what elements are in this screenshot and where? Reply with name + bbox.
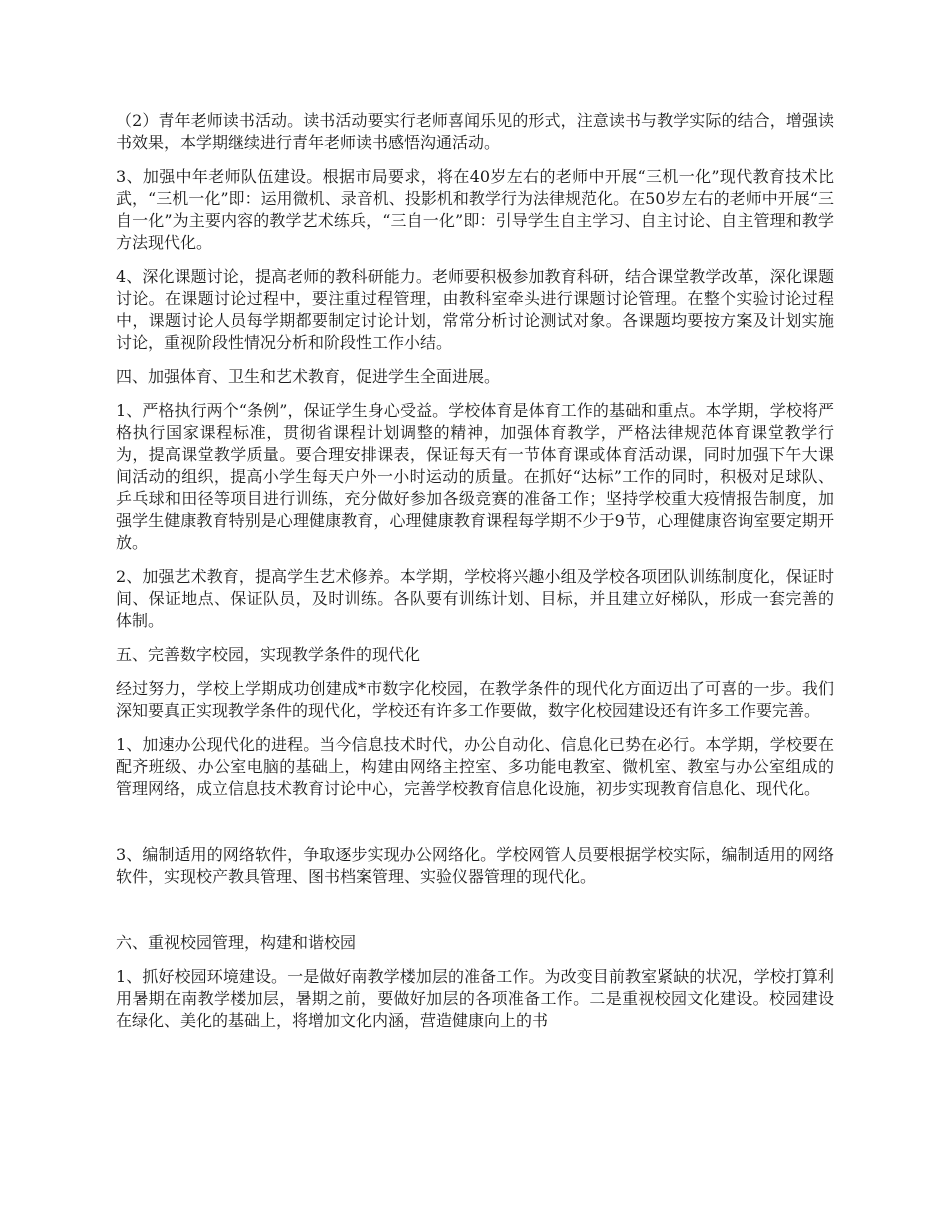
paragraph-digital-campus: 经过努力，学校上学期成功创建成*市数字化校园，在教学条件的现代化方面迈出了可喜的一步。我们深知要真正实现教学条件的现代化，学校还有许多工作要做，数字化校园建设还有许多工作要完善。 [116, 679, 834, 720]
section-heading-5: 五、完善数字校园，实现教学条件的现代化 [116, 645, 421, 664]
paragraph-office-modernization: 1、加速办公现代化的进程。当今信息技术时代，办公自动化、信息化已势在必行。本学期，学校要在配齐班级、办公室电脑的基础上，构建由网络主控室、多功能电教室、微机室、教室与办公室组成的管理网络，成立信息技术教育讨论中心，完善学校教育信息化设施，初步实现教育信息化、现代化。 [116, 735, 834, 798]
section-heading-6: 六、重视校园管理，构建和谐校园 [116, 933, 357, 952]
paragraph-network-software: 3、编制适用的网络软件，争取逐步实现办公网络化。学校网管人员要根据学校实际，编制适用的网络软件，实现校产教具管理、图书档案管理、实验仪器管理的现代化。 [116, 845, 834, 886]
paragraph-pe-regulations: 1、严格执行两个“条例”，保证学生身心受益。学校体育是体育工作的基础和重点。本学期，学校将严格执行国家课程标准，贯彻省课程计划调整的精神，加强体育教学，严格法律规范体育课堂教学行为，提高课堂教学质量。要合理安排课表，保证每天有一节体育课或体育活动课，同时加强下午大课间活动的组织，提高小学生每天户外一小时运动的质量。在抓好“达标”工作的同时，积极对足球队、乒乓球和田径等项目进行训练，充分做好参加各级竞赛的准备工作；坚持学校重大疫情报告制度，加强学生健康教育特别是心理健康教育，心理健康教育课程每学期不少于9节，心理健康咨询室要定期开放。 [116, 401, 834, 552]
paragraph-art-education: 2、加强艺术教育，提高学生艺术修养。本学期，学校将兴趣小组及学校各项团队训练制度化，保证时间、保证地点、保证队员，及时训练。各队要有训练计划、目标，并且建立好梯队，形成一套完善的体制。 [116, 567, 834, 630]
paragraph-research: 4、深化课题讨论，提高老师的教科研能力。老师要积极参加教育科研，结合课堂教学改革，深化课题讨论。在课题讨论过程中，要注重过程管理，由教科室牵头进行课题讨论管理。在整个实验讨论过程中，课题讨论人员每学期都要制定讨论计划，常常分析讨论测试对象。各课题均要按方案及计划实施讨论，重视阶段性情况分析和阶段性工作小结。 [116, 267, 834, 352]
paragraph-campus-environment: 1、抓好校园环境建设。一是做好南教学楼加层的准备工作。为改变目前教室紧缺的状况，学校打算利用暑期在南教学楼加层，暑期之前，要做好加层的各项准备工作。二是重视校园文化建设。校园建设在绿化、美化的基础上，将增加文化内涵，营造健康向上的书 [116, 967, 834, 1030]
paragraph-reading-activity: （2）青年老师读书活动。读书活动要实行老师喜闻乐见的形式，注意读书与教学实际的结合，增强读书效果，本学期继续进行青年老师读书感悟沟通活动。 [116, 111, 834, 152]
section-heading-4: 四、加强体育、卫生和艺术教育，促进学生全面进展。 [116, 367, 501, 386]
paragraph-middle-aged-teachers: 3、加强中年老师队伍建设。根据市局要求，将在40岁左右的老师中开展“三机一化”现代教育技术比武，“三机一化”即：运用微机、录音机、投影机和教学行为法律规范化。在50岁左右的老师中开展“三自一化”为主要内容的教学艺术练兵，“三自一化”即：引导学生自主学习、自主讨论、自主管理和教学方法现代化。 [116, 167, 834, 252]
